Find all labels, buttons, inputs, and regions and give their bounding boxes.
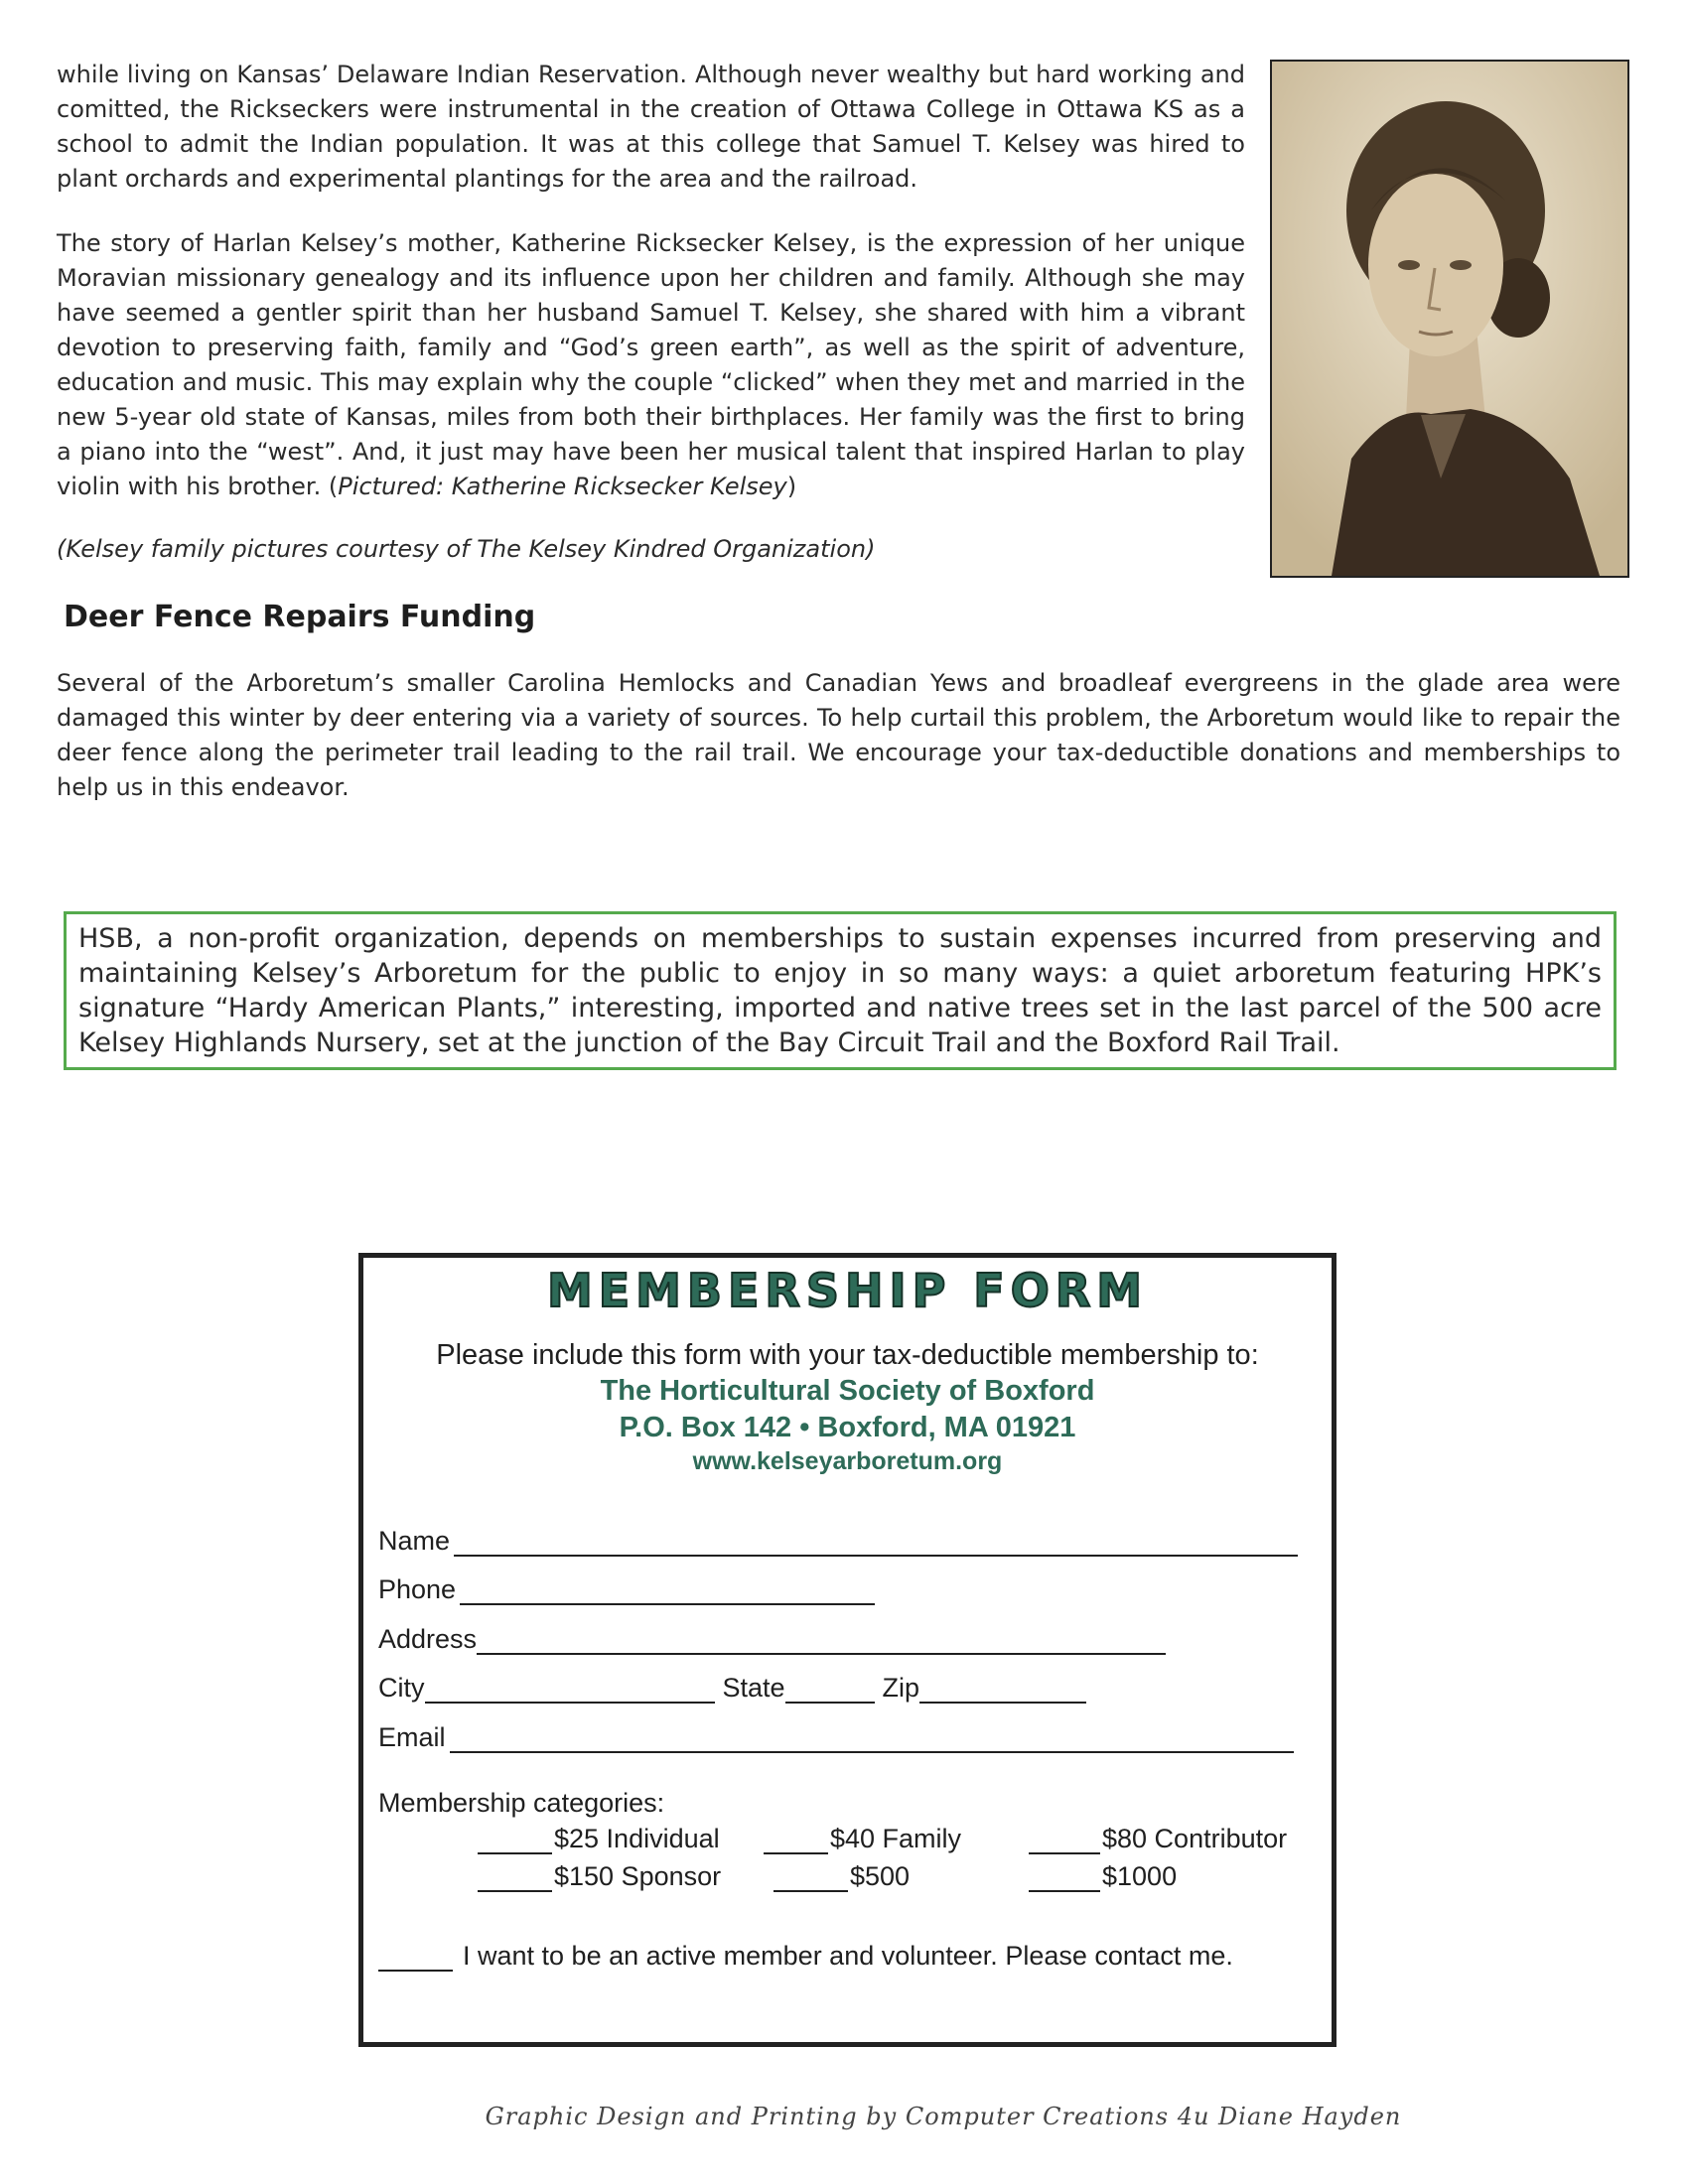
category-150-sponsor[interactable] <box>478 1861 721 1892</box>
photo-credit: (Kelsey family pictures courtesy of The Kelsey Kindred Organization) <box>57 535 876 563</box>
state-line[interactable] <box>785 1676 875 1704</box>
org-name: The Horticultural Society of Boxford <box>600 1375 1095 1407</box>
city-line[interactable] <box>425 1676 715 1704</box>
name-label: Name <box>378 1526 451 1556</box>
category-40-family[interactable] <box>764 1824 961 1854</box>
state-label: State <box>722 1673 785 1703</box>
volunteer-row[interactable] <box>378 1941 1233 1972</box>
zip-label: Zip <box>882 1673 920 1703</box>
section-body: Several of the Arboretum’s smaller Carolina Hemlocks and Canadian Yews and broadleaf evergreens in the glade area were damaged this winter by deer entering via a variety of sources. To help curtail this problem, the Arboretum would like to repair the deer fence along the perimeter trail leading to the rail trail. We encourage your tax-deductible donations and memberships to help us in this endeavor. <box>57 669 1620 801</box>
name-field[interactable] <box>378 1526 1298 1557</box>
volunteer-blank[interactable] <box>378 1944 453 1972</box>
article-paragraph-2 <box>57 226 1245 504</box>
category-label: $80 Contributor <box>1102 1824 1288 1853</box>
category-label: $500 <box>850 1861 911 1891</box>
address-label: Address <box>378 1624 478 1654</box>
portrait-photo <box>1270 60 1629 578</box>
category-80-contributor[interactable] <box>1029 1824 1287 1854</box>
category-1000[interactable] <box>1029 1861 1177 1892</box>
form-intro: Please include this form with your tax-deductible membership to: <box>436 1339 1259 1371</box>
form-title: MEMBERSHIP FORM <box>546 1264 1149 1317</box>
category-label: $40 Family <box>830 1824 962 1853</box>
category-label: $25 Individual <box>554 1824 720 1853</box>
category-blank[interactable] <box>478 1864 552 1892</box>
email-field[interactable] <box>378 1722 1294 1753</box>
name-line[interactable] <box>454 1529 1298 1557</box>
category-blank[interactable] <box>1029 1827 1100 1854</box>
city-state-zip-row[interactable] <box>378 1673 1086 1704</box>
membership-form <box>358 1253 1336 2047</box>
phone-line[interactable] <box>460 1577 875 1605</box>
email-line[interactable] <box>450 1725 1294 1753</box>
category-blank[interactable] <box>1029 1864 1100 1892</box>
phone-label: Phone <box>378 1574 457 1604</box>
phone-field[interactable] <box>378 1574 875 1605</box>
email-label: Email <box>378 1722 446 1752</box>
category-label: $150 Sponsor <box>554 1861 722 1891</box>
categories-label: Membership categories: <box>378 1788 665 1818</box>
article-paragraph-2-text: The story of Harlan Kelsey’s mother, Katherine Ricksecker Kelsey, is the expression of her unique Moravian missionary genealogy and its influence upon her children and family. Although she may have seemed a gentler spirit than her husband Samuel T. Kelsey, she shared with him a vibrant devotion to preserving faith, family and “God’s green earth”, as well as the spirit of adventure, education and music. This may explain why the couple “clicked” when they met and married in the new 5-year old state of Kansas, miles from both their birthplaces. Her family was the first to bring a piano into the “west”. And, it just may have been her musical talent that inspired Harlan to play violin with his brother. ( <box>57 229 1245 500</box>
org-website: www.kelseyarboretum.org <box>692 1447 1003 1475</box>
category-blank[interactable] <box>774 1864 848 1892</box>
section-heading: Deer Fence Repairs Funding <box>64 600 536 634</box>
membership-callout-box <box>64 911 1617 1070</box>
category-25-individual[interactable] <box>478 1824 720 1854</box>
category-blank[interactable] <box>764 1827 828 1854</box>
address-field[interactable] <box>378 1624 1166 1655</box>
category-blank[interactable] <box>478 1827 552 1854</box>
address-line[interactable] <box>477 1627 1166 1655</box>
article-paragraph-1: while living on Kansas’ Delaware Indian Reservation. Although never wealthy but hard working and comitted, the Rickseckers were instrumental in the creation of Ottawa College in Ottawa KS as a school to admit the Indian population. It was at this college that Samuel T. Kelsey was hired to plant orchards and experimental plantings for the area and the railroad. <box>57 61 1245 193</box>
category-label: $1000 <box>1102 1861 1178 1891</box>
category-500[interactable] <box>774 1861 910 1892</box>
article-paragraph-2-close: ) <box>786 473 797 500</box>
org-address: P.O. Box 142 • Boxford, MA 01921 <box>619 1412 1076 1443</box>
portrait-illustration <box>1272 62 1627 576</box>
membership-callout-text: HSB, a non-profit organization, depends on memberships to sustain expenses incurred from preserving and maintaining Kelsey’s Arboretum for the public to enjoy in so many ways: a quiet arboretum featuring HPK’s signature “Hardy American Plants,” interesting, imported and native trees set in the last parcel of the 500 acre Kelsey Highlands Nursery, set at the junction of the Bay Circuit Trail and the Boxford Rail Trail. <box>78 923 1602 1058</box>
volunteer-label: I want to be an active member and volunteer. Please contact me. <box>463 1941 1233 1971</box>
footer-credit: Graphic Design and Printing by Computer Creations 4u Diane Hayden <box>485 2103 1402 2130</box>
photo-caption: Pictured: Katherine Ricksecker Kelsey <box>338 473 787 500</box>
city-label: City <box>378 1673 425 1703</box>
zip-line[interactable] <box>919 1676 1086 1704</box>
